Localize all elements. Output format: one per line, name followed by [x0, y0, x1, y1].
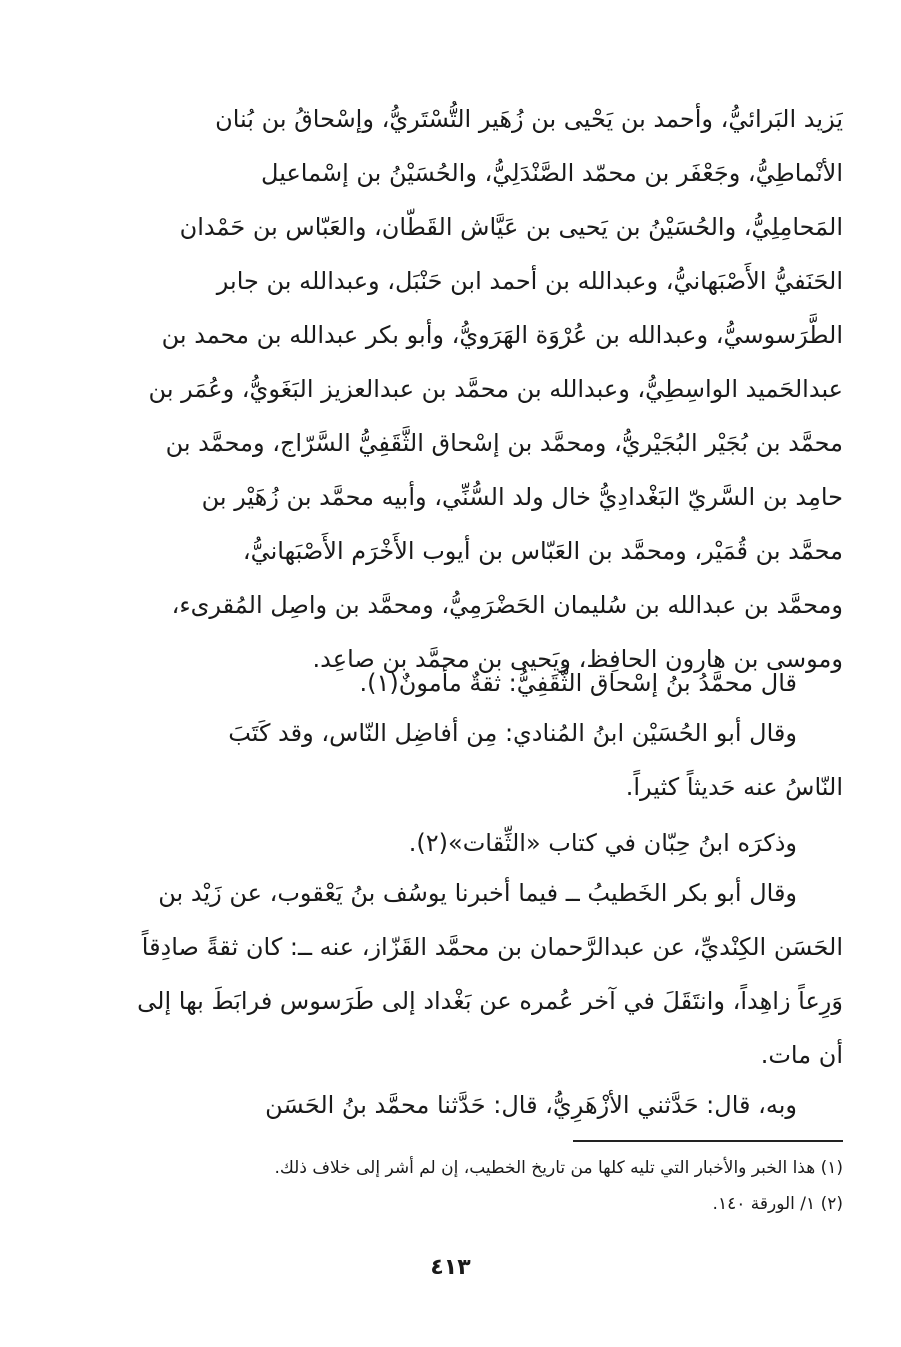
text-line: الحَنَفيُّ الأَصْبَهانيُّ، وعبدالله بن أحمد ابن حَنْبَل، وعبدالله بن جابر	[216, 267, 843, 295]
paragraph-azhari-chain	[131, 1078, 843, 1132]
text-line: يَزيد البَرائيُّ، وأحمد بن يَحْيى بن زُهَير التُّسْتَريُّ، وإسْحاقُ بن بُنان	[215, 105, 843, 133]
text-line: قال محمَّدُ بنُ إسْحاق الثَّقَفِيُّ: ثقةٌ مأمونٌ(١).	[359, 669, 797, 697]
footnotes	[131, 1150, 843, 1222]
paragraph-ibn-hibban	[131, 816, 843, 870]
main-text	[131, 92, 843, 686]
paragraph-khatib-quote	[131, 866, 843, 1082]
footnote-separator	[573, 1140, 843, 1142]
page-number: ٤١٣	[430, 1255, 471, 1280]
text-line: الأنْماطِيُّ، وجَعْفَر بن محمّد الصَّنْدَلِيُّ، والحُسَيْنُ بن إسْماعيل	[261, 159, 843, 187]
text-line: وبه، قال: حَدَّثني الأزْهَرِيُّ، قال: حَدَّثنا محمَّد بنُ الحَسَن	[265, 1091, 797, 1119]
text-line: وموسى بن هارون الحافِظ، ويَحيى بن محمَّد بن صاعِد.	[312, 645, 843, 673]
footnote-1: (١) هذا الخبر والأخبار التي تليه كلها من تاريخ الخطيب، إن لم أشر إلى خلاف ذلك.	[274, 1158, 843, 1178]
paragraph-thaqafi-quote	[131, 656, 843, 710]
text-line: محمَّد بن قُمَيْر، ومحمَّد بن العَبّاس بن أيوب الأَخْرَم الأَصْبَهانيُّ،	[242, 537, 843, 565]
text-line: النّاسُ عنه حَديثاً كثيراً.	[625, 773, 843, 801]
paragraph-munadi-quote	[131, 706, 843, 814]
text-line: الطَّرَسوسيُّ، وعبدالله بن عُرْوَة الهَرَويُّ، وأبو بكر عبدالله بن محمد بن	[161, 321, 843, 349]
text-line: ومحمَّد بن عبدالله بن سُليمان الحَضْرَمِيُّ، ومحمَّد بن واصِل المُقرىء،	[171, 591, 843, 619]
text-line: عبدالحَميد الواسِطِيُّ، وعبدالله بن محمَّد بن عبدالعزيز البَغَويُّ، وعُمَر بن	[148, 375, 843, 403]
footnote-2: (٢) ١/ الورقة ١٤٠.	[712, 1194, 843, 1214]
text-line: وقال أبو بكر الخَطيبُ ــ فيما أخبرنا يوسُف بنُ يَعْقوب، عن زَيْد بن	[158, 879, 797, 907]
text-line: حامِد بن السَّريّ البَغْدادِيُّ خال ولد السُّنِّي، وأبيه محمَّد بن زُهَيْر بن	[201, 483, 843, 511]
text-line: وذكرَه ابنُ حِبّان في كتاب «الثِّقات»(٢).	[408, 829, 797, 857]
text-line: وَرِعاً زاهِداً، وانتَقَلَ في آخر عُمره عن بَغْداد إلى طَرَسوس فرابَطَ بها إلى	[137, 987, 843, 1015]
text-line: المَحامِلِيُّ، والحُسَيْنُ بن يَحيى بن عَيَّاش القَطّان، والعَبّاس بن حَمْدان	[179, 213, 843, 241]
text-line: محمَّد بن بُجَيْر البُجَيْريُّ، ومحمَّد بن إسْحاق الثَّقَفِيُّ السَّرّاج، ومحمَّد بن	[165, 429, 843, 457]
text-line: أن مات.	[760, 1041, 843, 1069]
text-line: الحَسَن الكِنْديِّ، عن عبدالرَّحمان بن محمَّد القَزّاز، عنه ــ: كان ثقةً صادِقاً	[141, 933, 843, 961]
text-line: وقال أبو الحُسَيْن ابنُ المُنادي: مِن أفاضِل النّاس، وقد كَتَبَ	[228, 719, 797, 747]
